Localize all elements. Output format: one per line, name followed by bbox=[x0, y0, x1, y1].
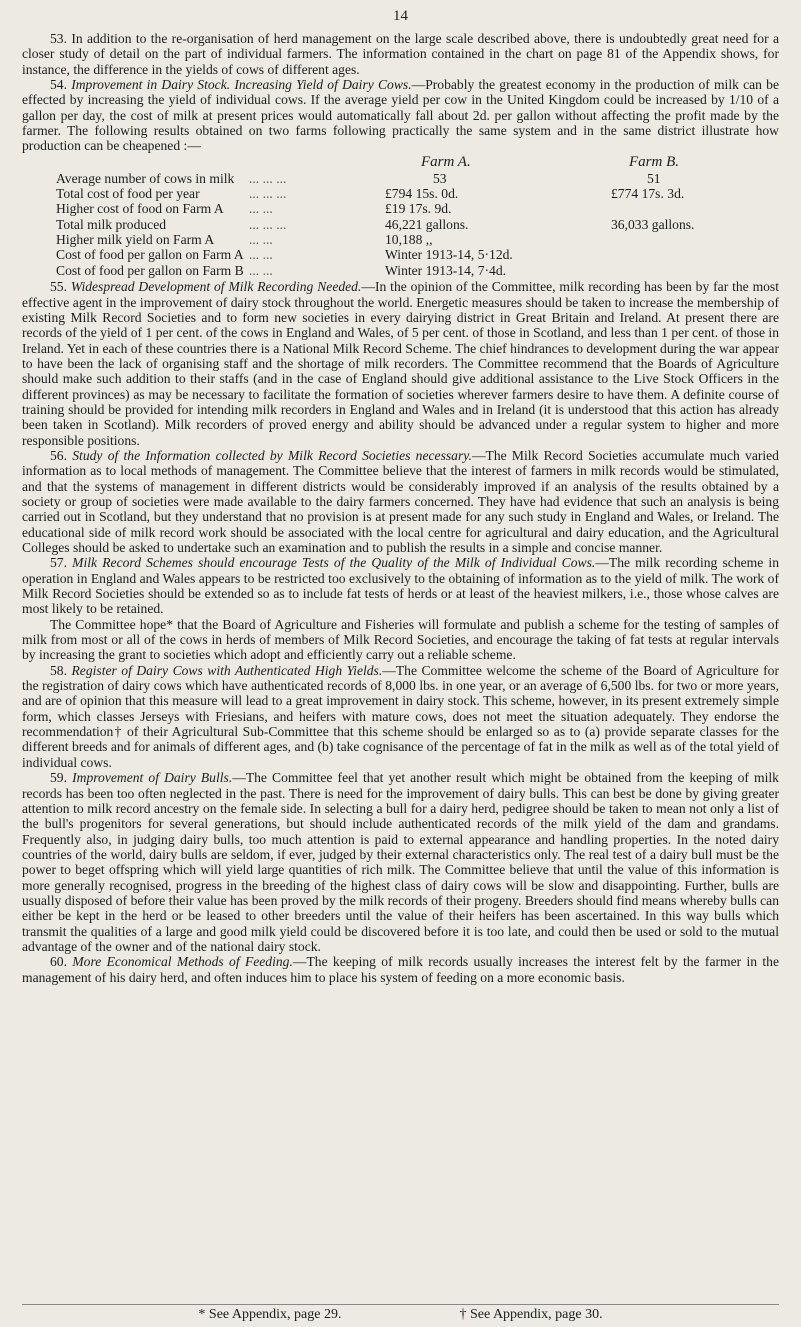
footnote: † See Appendix, page 30. bbox=[459, 1307, 603, 1322]
paragraph-body: —In the opinion of the Committee, milk recording has been by far the most effective agent in the improvement of dairy stock throughout the world. Energetic measures should be taken to increase the membership of existing Milk Record Societies and to form new societies in every dairying district in Great Britain and Ireland. At present there are records of the yield of 1 per cent. of the cows in England and Wales, of 5 per cent. of those in Scotland, and less than 1 per cent. of those in Ireland. Yet in each of these countries there is a National Milk Record Scheme. The chief hindrances to development during the war appear to have been the lack of organising staff and the shortage of milk recorders. The Committee recommend that the Boards of Agriculture should make such addition to their staffs (and in the case of England should give additional assistance to the Live Stock Officers in the different provinces) as may be necessary to facilitate the formation of societies wherever farmers desire to have them. A definite course of training should be provided for intending milk recorders in England and Wales and in Ireland (it is understood that this action has already been taken in Scotland). Milk recorders of proved energy and ability should be advanced under a regular system to higher and more responsible positions. bbox=[22, 279, 780, 448]
table-row: Average number of cows in milk ... ... ... 53 51 bbox=[56, 170, 661, 186]
farm-comparison-table bbox=[22, 154, 779, 278]
farm-a-header: Farm A. bbox=[421, 153, 471, 170]
paragraph-54 bbox=[22, 77, 779, 154]
farm-b-header: Farm B. bbox=[629, 153, 679, 170]
table-row: Total cost of food per year ... ... ... £794 15s. 0d. £774 17s. 3d. bbox=[56, 186, 685, 202]
page-number: 14 bbox=[393, 8, 408, 24]
paragraph-number: 60. bbox=[50, 954, 67, 970]
paragraph-60 bbox=[22, 954, 779, 985]
paragraph-number: 56. bbox=[50, 447, 67, 463]
paragraph-56 bbox=[22, 448, 779, 555]
paragraph-59 bbox=[22, 770, 779, 954]
paragraph-heading: Widespread Development of Milk Recording Needed. bbox=[70, 279, 362, 295]
paragraph-body: —The keeping of milk records usually increases the interest felt by the farmer in the management of his dairy herd, and often induces him to place his system of feeding on a more economic basis. bbox=[22, 954, 779, 985]
paragraph-53: 53. In addition to the re-organisation of herd management on the large scale described above, there is undoubtedly great need for a closer study of detail on the part of individual farmers. The information contained in the chart on page 81 of the Appendix shows, for instance, the difference in the yields of cows of different ages. bbox=[22, 31, 779, 77]
paragraph-57 bbox=[22, 555, 779, 616]
paragraph-heading: Milk Record Schemes should encourage Tests of the Quality of the Milk of Individual Cows. bbox=[72, 555, 596, 571]
table-row: Higher milk yield on Farm A ... ... 10,188 ,, bbox=[56, 232, 433, 248]
table-row: Cost of food per gallon on Farm A ... ... Winter 1913-14, 5·12d. bbox=[56, 247, 513, 263]
table-row: Higher cost of food on Farm A ... ... £19 17s. 9d. bbox=[56, 201, 452, 217]
paragraph-heading: Register of Dairy Cows with Authenticated High Yields. bbox=[71, 662, 383, 678]
paragraph-heading: More Economical Methods of Feeding. bbox=[72, 954, 293, 970]
paragraph-heading: Improvement of Dairy Bulls. bbox=[72, 770, 233, 786]
paragraph-body: —The Milk Record Societies accumulate much varied information as to local methods of management. The Committee believe that the interest of farmers in milk records would be stimulated, and that the systems of management in different districts would be considerably improved if an analysis of the results obtained by a society or group of societies were made available to the dairy farmers concerned. They have had evidence that such an analysis is being carried out in Scotland, but they understand that no provision is at present made for any such study in England and Wales, or Ireland. The educational side of milk record work should be associated with the local centre for agricultural and dairy education, and the Agricultural Colleges should be asked to undertake such an examination and to publish the results in a simple and concise manner. bbox=[22, 447, 779, 555]
paragraph-number: 58. bbox=[50, 662, 67, 678]
paragraph-body: —The milk recording scheme in operation in England and Wales appears to be restricted too exclusively to the obtaining of information as to the yield of milk. The work of Milk Record Societies should be extended so as to include fat tests of herds or at least of the heaviest milkers, i.e., those whose calves are most likely to be retained. bbox=[22, 555, 779, 617]
paragraph-55 bbox=[22, 279, 779, 448]
paragraph-body: —Probably the greatest economy in the production of milk can be effected by increasing the yield of individual cows. If the average yield per cow in the United Kingdom could be increased by 1/10 of a gallon per day, the cost of milk at present prices would automatically fall about 2d. per gallon without affecting the profit made by the farmer. The following results obtained on two farms following practically the same system and in the same district illustrate how production can be cheapened :— bbox=[22, 77, 779, 154]
paragraph-number: 55. bbox=[50, 279, 67, 295]
table-row: Total milk produced ... ... ... 46,221 gallons. 36,033 gallons. bbox=[56, 216, 695, 232]
paragraph-58 bbox=[22, 663, 779, 770]
paragraph-heading: Improvement in Dairy Stock. Increasing Yield of Dairy Cows. bbox=[71, 77, 412, 93]
footnote: * See Appendix, page 29. bbox=[198, 1307, 342, 1322]
paragraph-body: —The Committee welcome the scheme of the Board of Agriculture for the registration of dairy cows which have authenticated records of 8,000 lbs. in one year, or an average of 6,500 lbs. for two or more years, and are of opinion that this measure will lead to a great improvement in dairy stock. This scheme, however, in its present extremely simple form, which classes Jerseys with Friesians, and heifers with mature cows, does not meet the situation adequately. They endorse the recommendation† of their Agricultural Sub-Committee that this scheme should be enlarged so as to (a) provide separate classes for the different breeds and for animals of different ages, and (b) take cognisance of the percentage of fat in the milk as well as of the total yield of individual cows. bbox=[22, 662, 779, 770]
paragraph-number: 59. bbox=[50, 770, 67, 786]
paragraph-body: —The Committee feel that yet another result which might be obtained from the keeping of milk records has been too often neglected in the past. There is need for the improvement of dairy bulls. This can best be done by giving greater attention to milk record ancestry on the female side. In selecting a bull for a dairy herd, pedigree should be taken to mean not only a list of the bull's progenitors for several generations, but should include authenticated records of the milk yield of the dam and grandams. Frequently also, in judging dairy bulls, too much attention is paid to external appearance and handling properties. In the noted dairy countries of the world, dairy bulls are seldom, if ever, judged by their external characteristics only. The real test of a dairy bull must be the power to beget offspring which will yield large quantities of rich milk. The Committee believe that until the value of this information is more generally recognised, progress in the breeding of the highest class of dairy cows will be slow and disappointing. Further, bulls are usually disposed of before their value has been proved by the milk records of their progeny. Breeders should find means whereby bulls can either be kept in the herd or be leased to other breeders until the value of their heifers has been ascertained. In this way bulls which transmit the qualities of a large and good milk yield could be discovered before it is too late, and could then be used or sold to the mutual advantage of the owner and of the national dairy stock. bbox=[22, 770, 779, 954]
paragraph-number: 54. bbox=[50, 77, 67, 93]
table-row: Cost of food per gallon on Farm B ... ... Winter 1913-14, 7·4d. bbox=[56, 262, 507, 278]
paragraph-heading: Study of the Information collected by Milk Record Societies necessary. bbox=[72, 447, 472, 463]
paragraph-57-continued: The Committee hope* that the Board of Agriculture and Fisheries will formulate and publish a scheme for the testing of samples of milk from most or all of the cows in herds of members of Milk Record Societies, and encourage the taking of fat tests at regular intervals by increasing the grant to societies which adopt and efficiently carry out a reliable scheme. bbox=[22, 616, 779, 663]
paragraph-number: 57. bbox=[50, 555, 67, 571]
footnotes bbox=[22, 1304, 779, 1323]
